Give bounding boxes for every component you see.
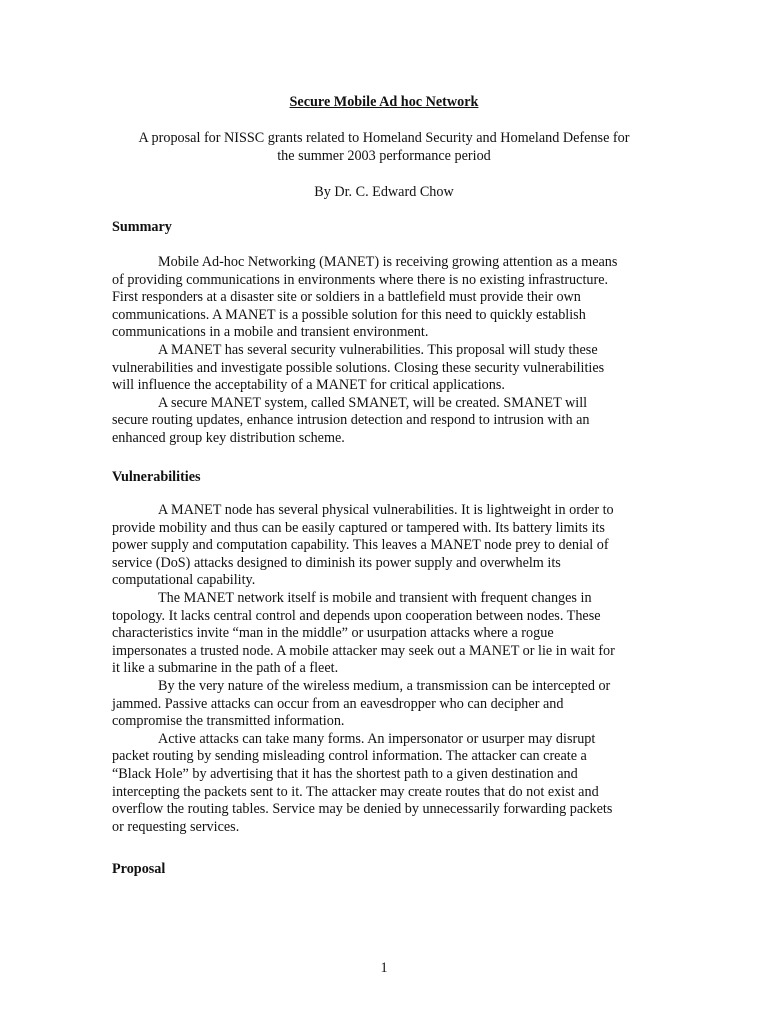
vulnerabilities-body (112, 502, 672, 836)
vulnerabilities-line: or requesting services. (112, 818, 240, 835)
section-heading-summary: Summary (112, 219, 172, 235)
section-heading-proposal: Proposal (112, 861, 166, 877)
summary-line: communications. A MANET is a possible solution for this need to quickly establish (112, 306, 586, 323)
vulnerabilities-line: “Black Hole” by advertising that it has the shortest path to a given destination and (112, 765, 578, 782)
vulnerabilities-line: service (DoS) attacks designed to diminish its power supply and overwhelm its (112, 554, 561, 571)
summary-line: First responders at a disaster site or soldiers in a battlefield must provide their own (112, 289, 581, 306)
vulnerabilities-line: Active attacks can take many forms. An impersonator or usurper may disrupt (158, 730, 596, 747)
vulnerabilities-line: topology. It lacks central control and depends upon cooperation between nodes. These (112, 607, 601, 624)
vulnerabilities-line: By the very nature of the wireless medium, a transmission can be intercepted or (158, 677, 611, 694)
vulnerabilities-line: computational capability. (112, 572, 256, 589)
page-number: 1 (380, 960, 388, 976)
vulnerabilities-line: overflow the routing tables. Service may be denied by unnecessarily forwarding packets (112, 801, 613, 818)
vulnerabilities-line: The MANET network itself is mobile and transient with frequent changes in (158, 589, 592, 606)
summary-line: secure routing updates, enhance intrusion detection and respond to intrusion with an (112, 412, 590, 429)
author-line: By Dr. C. Edward Chow (314, 184, 454, 200)
summary-line: of providing communications in environments where there is no existing infrastructure. (112, 271, 609, 288)
summary-line: communications in a mobile and transient environment. (112, 324, 429, 341)
summary-line: Mobile Ad-hoc Networking (MANET) is receiving growing attention as a means (158, 254, 618, 270)
vulnerabilities-line: it like a submarine in the path of a fleet. (112, 660, 339, 677)
summary-body (112, 254, 672, 448)
summary-line: vulnerabilities and investigate possible solutions. Closing these security vulnerabilities (112, 359, 605, 376)
vulnerabilities-line: impersonates a trusted node. A mobile attacker may seek out a MANET or lie in wait for (112, 642, 615, 659)
vulnerabilities-line: power supply and computation capability. This leaves a MANET node prey to denial of (112, 537, 609, 554)
summary-line: enhanced group key distribution scheme. (112, 429, 345, 446)
subtitle-line-1: A proposal for NISSC grants related to Homeland Security and Homeland Defense for (138, 130, 630, 146)
vulnerabilities-line: characteristics invite “man in the middle” or usurpation attacks where a rogue (112, 625, 554, 642)
section-heading-vulnerabilities: Vulnerabilities (112, 469, 201, 485)
vulnerabilities-line: provide mobility and thus can be easily captured or tampered with. Its battery limits its (112, 519, 605, 536)
subtitle-line-2: the summer 2003 performance period (277, 148, 491, 164)
summary-line: will influence the acceptability of a MANET for critical applications. (112, 377, 505, 394)
vulnerabilities-line: A MANET node has several physical vulnerabilities. It is lightweight in order to (158, 502, 614, 518)
vulnerabilities-line: compromise the transmitted information. (112, 713, 345, 730)
vulnerabilities-line: packet routing by sending misleading control information. The attacker can create a (112, 748, 587, 765)
vulnerabilities-line: jammed. Passive attacks can occur from an eavesdropper who can decipher and (112, 695, 564, 712)
vulnerabilities-line: intercepting the packets sent to it. The attacker may create routes that do not exist and (112, 783, 599, 800)
summary-line: A secure MANET system, called SMANET, will be created. SMANET will (158, 394, 588, 411)
document-title: Secure Mobile Ad hoc Network (289, 94, 479, 110)
summary-line: A MANET has several security vulnerabilities. This proposal will study these (158, 341, 598, 358)
